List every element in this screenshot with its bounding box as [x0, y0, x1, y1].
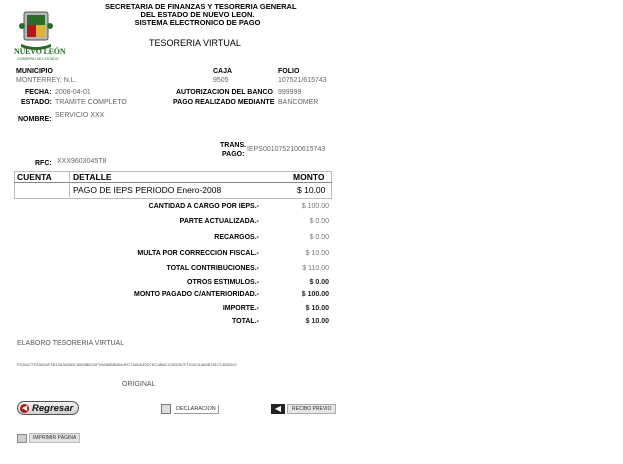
summary-value: $ 0.00 [309, 279, 329, 286]
header-line-1: SECRETARIA DE FINANZAS Y TESORERIA GENERAL [105, 2, 297, 11]
table-row-monto: $ 10.00 [297, 185, 326, 195]
summary-label: TOTAL CONTRIBUCIONES.- [166, 265, 259, 272]
summary-label: PARTE ACTUALIZADA.- [179, 218, 259, 225]
elaboro-text: ELABORO TESORERIA VIRTUAL [17, 340, 125, 347]
summary-value: $ 110.00 [302, 265, 329, 272]
column-header-cuenta: CUENTA [17, 172, 52, 182]
trans-label-1: TRANS. [220, 142, 247, 149]
summary-label: MULTA POR CORRECCION FISCAL.- [137, 250, 259, 257]
table-row-detalle: PAGO DE IEPS PERIODO Enero-2008 [73, 185, 222, 195]
municipio-label: MUNICIPIO [16, 68, 53, 75]
folio-value: 107521/615743 [278, 77, 327, 84]
autorizacion-value: 999999 [278, 89, 302, 96]
summary-value: $ 0.00 [309, 234, 329, 241]
header-line-2: DEL ESTADO DE NUEVO LEON. [140, 10, 255, 19]
regresar-label: Regresar [32, 402, 74, 414]
nombre-label: NOMBRE: [18, 116, 52, 123]
trans-value: IEPS0010752100615743 [247, 146, 326, 153]
table-header-divider [14, 182, 332, 183]
summary-value: $ 10.00 [305, 250, 329, 257]
recibo-previo-button[interactable] [271, 403, 336, 415]
recibo-previo-label: RECIBO PREVIO [287, 404, 336, 414]
municipio-value: MONTERREY, N.L. [16, 77, 77, 84]
autorizacion-label: AUTORIZACION DEL BANCO [176, 89, 273, 96]
column-header-monto: MONTO [293, 172, 325, 182]
left-arrow-icon: ◀ [271, 404, 285, 414]
column-header-detalle: DETALLE [73, 172, 112, 182]
caja-label: CAJA [213, 68, 233, 75]
trans-label-2: PAGO: [222, 151, 245, 158]
summary-label: IMPORTE.- [222, 305, 259, 312]
imprimir-label: IMPRIMIR PÁGINA [29, 433, 80, 443]
fecha-value: 2008-04-01 [55, 89, 91, 96]
printer-icon [17, 434, 27, 443]
logo-subtitle: GOBIERNO DEL ESTADO [17, 57, 59, 61]
declaracion-label: DECLARACION [174, 405, 219, 414]
summary-value: $ 100.00 [301, 203, 329, 210]
summary-label: MONTO PAGADO C/ANTERIORIDAD.- [134, 291, 259, 298]
summary-label: RECARGOS.- [214, 234, 259, 241]
imprimir-button[interactable] [17, 432, 80, 444]
fecha-label: FECHA: [25, 89, 52, 96]
rfc-label: RFC: [35, 160, 52, 167]
header-line-3: SISTEMA ELECTRONICO DE PAGO [134, 18, 261, 27]
folio-label: FOLIO [278, 68, 300, 75]
summary-label: CANTIDAD A CARGO POR IEPS.- [148, 203, 259, 210]
summary-value: $ 10.00 [305, 305, 329, 312]
regresar-button[interactable] [17, 401, 79, 415]
summary-value: $ 100.00 [301, 291, 329, 298]
pago-mediante-value: BANCOMER [278, 99, 319, 106]
summary-label: OTROS ESTIMULOS.- [187, 279, 259, 286]
table-column-divider [69, 171, 70, 197]
summary-value: $ 0.00 [309, 218, 329, 225]
summary-label: TOTAL.- [232, 318, 259, 325]
logo-title: NUEVO LEÓN [14, 47, 66, 56]
security-hash: FD20A77F8352AF1B13A3635BC5605BED0F59A65BB66A4FD73A0A40D7ECAB6CC005357F1515C4A65B78D7C825D02 [17, 362, 237, 367]
back-arrow-icon: ◀ [21, 404, 28, 412]
rfc-value: XXX9603045T8 [57, 158, 107, 165]
nombre-value: SERVICIO XXX [55, 112, 105, 119]
declaracion-button[interactable] [161, 403, 219, 415]
document-icon [161, 404, 171, 414]
estado-value: TRAMITE COMPLETO [55, 99, 127, 106]
summary-value: $ 10.00 [305, 318, 329, 325]
original-label: ORIGINAL [122, 381, 156, 388]
caja-value: 9505 [213, 77, 229, 84]
pago-mediante-label: PAGO REALIZADO MEDIANTE [173, 99, 275, 106]
estado-label: ESTADO: [21, 99, 52, 106]
page-subtitle: TESORERIA VIRTUAL [149, 38, 241, 48]
